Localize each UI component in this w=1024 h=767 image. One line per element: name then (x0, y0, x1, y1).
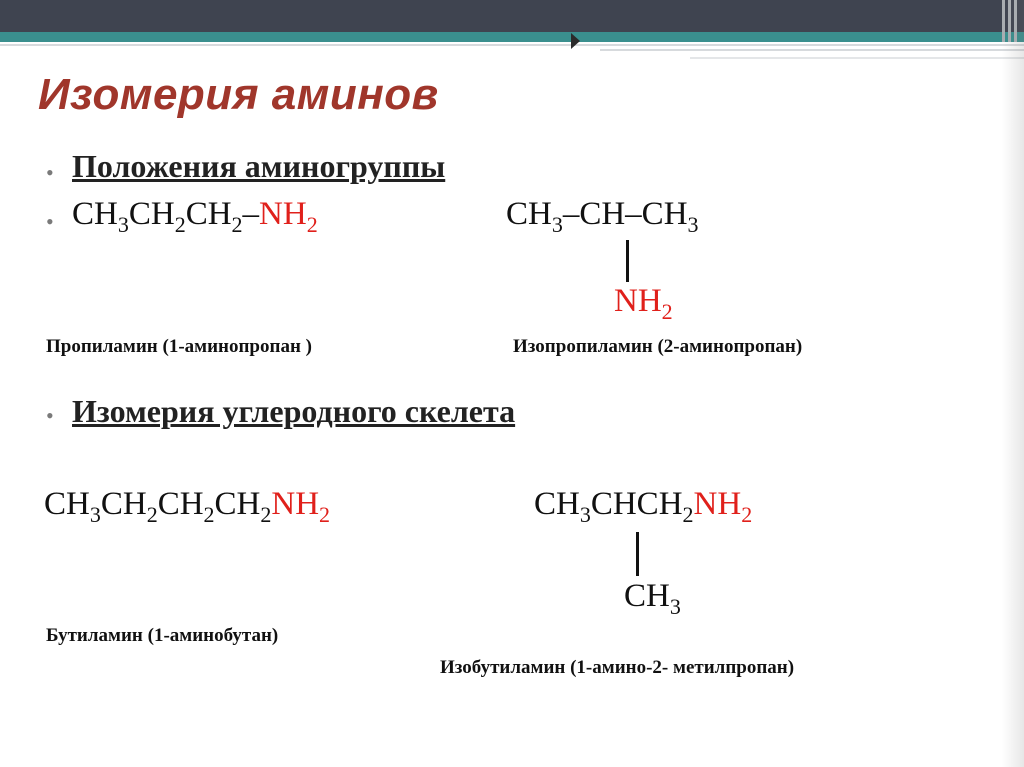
bullet-icon: • (46, 209, 54, 234)
bond-line (626, 240, 629, 282)
formula-isopropylamine-branch: $NH_2$ (614, 283, 673, 324)
accent-bar (0, 32, 1024, 42)
caption-isobutylamine: Изобутиламин (1-амино-2- метилпропан) (440, 657, 795, 678)
formula-isopropylamine: $CH_3-CH-CH_3$ (506, 196, 699, 237)
formula-propylamine: $CH_3CH_2CH_2-NH_2$ (72, 196, 318, 237)
page-edge-shadow (1002, 0, 1024, 767)
section-heading-position: Положения аминогруппы (72, 148, 446, 184)
amino-group: NH (259, 196, 307, 232)
header-bar (0, 0, 1024, 32)
divider-line (600, 49, 1024, 51)
bullet-icon: • (46, 403, 54, 428)
bullet-icon: • (46, 160, 54, 185)
amino-group: NH (271, 486, 320, 522)
formula-butylamine: $CH_3CH_2CH_2CH_2NH_2$ (44, 486, 331, 527)
amino-group: NH (614, 283, 662, 319)
arrow-marker-icon (571, 33, 580, 49)
caption-isopropylamine: Изопропиламин (2-аминопропан) (513, 336, 803, 357)
bond-line (636, 532, 639, 576)
section-heading-skeleton: Изомерия углеродного скелета (72, 393, 516, 429)
amino-group: NH (693, 486, 742, 522)
corner-stripes (1002, 0, 1018, 42)
divider-line (690, 57, 1024, 59)
caption-propylamine: Пропиламин (1-аминопропан ) (46, 336, 312, 357)
formula-isobutylamine: $CH_3CHCH_2NH_2$ (534, 486, 753, 527)
formula-isobutylamine-branch: $CH_3$ (624, 578, 681, 619)
slide-title: Изомерия аминов (38, 70, 439, 119)
caption-butylamine: Бутиламин (1-аминобутан) (46, 625, 279, 646)
divider-line (0, 44, 1024, 46)
